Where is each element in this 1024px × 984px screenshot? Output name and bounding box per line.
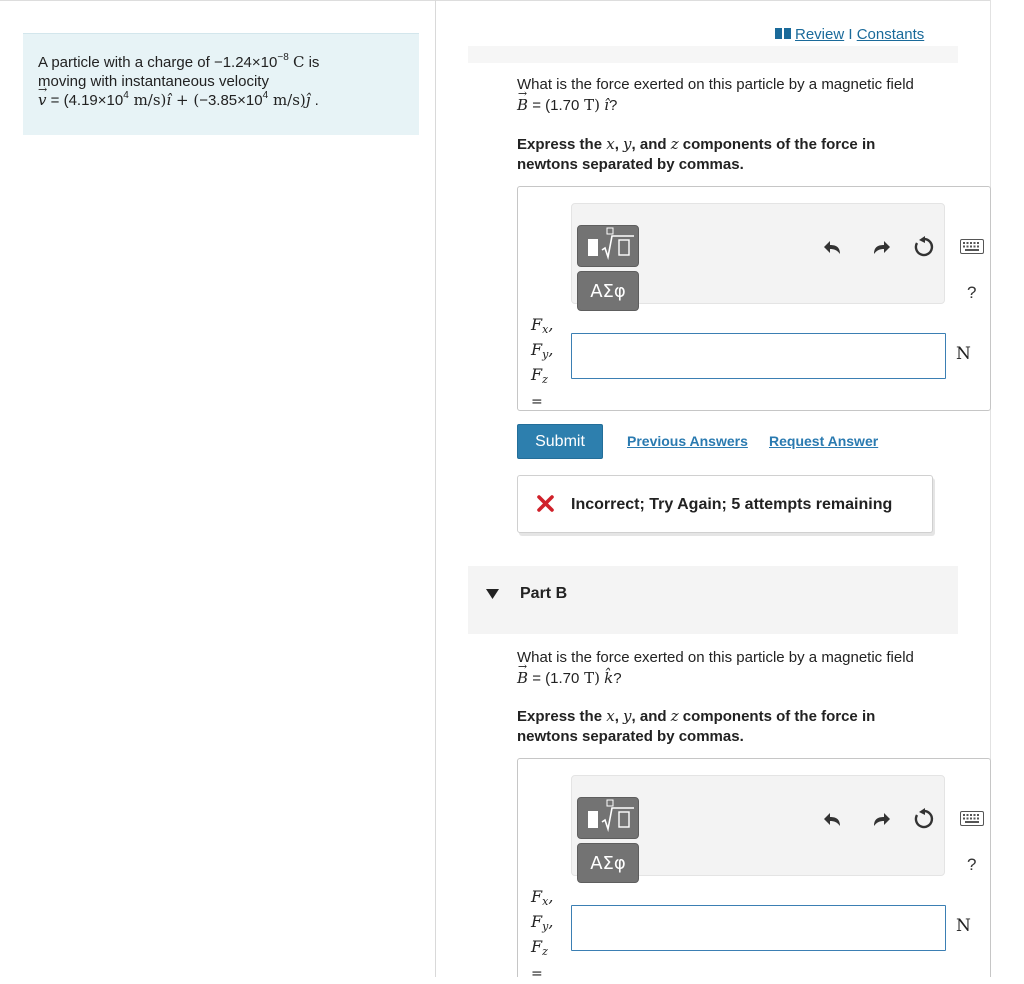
part-b-title: Part B (520, 585, 568, 602)
answer-variable-label: $F_x$, $F_y$, $F_z$ = (531, 315, 554, 410)
help-button[interactable]: ? (967, 855, 977, 874)
review-link[interactable]: Review (795, 26, 845, 43)
review-constants-links: Review I Constants (775, 26, 924, 43)
help-button[interactable]: ? (967, 283, 977, 302)
part-header-strip (468, 46, 958, 63)
part-b-instructions: Express the x, y, and z components of the force in newtons separated by commas. (517, 707, 876, 745)
part-a-instructions: Express the x, y, and z components of the force in newtons separated by commas. (517, 135, 876, 173)
reset-icon[interactable] (912, 235, 936, 259)
keyboard-icon[interactable] (960, 239, 984, 255)
submit-button[interactable]: Submit (517, 424, 603, 459)
unit-label: N (956, 344, 971, 364)
answer-variable-label: $F_x$, $F_y$, $F_z$ = (531, 887, 554, 982)
keyboard-icon[interactable] (960, 811, 984, 827)
problem-line-1: A particle with a charge of $-1.24\times 10^{-8}$ C is (38, 52, 320, 71)
unit-label: N (956, 916, 971, 936)
part-b-header[interactable] (468, 566, 958, 634)
math-toolbar (571, 775, 977, 876)
field-symbol: B → (517, 668, 528, 688)
book-icon (775, 28, 791, 39)
constants-link[interactable]: Constants (856, 26, 925, 43)
templates-button[interactable] (577, 225, 639, 267)
request-answer-link[interactable]: Request Answer (769, 433, 879, 449)
part-a-question: What is the force exerted on this particle by a magnetic field B → = (1.70 T) î? (517, 75, 957, 116)
part-b-answer-input[interactable] (571, 905, 946, 951)
problem-line-2: moving with instantaneous velocity (38, 73, 269, 90)
redo-icon[interactable] (868, 235, 892, 259)
part-b-question: What is the force exerted on this particle by a magnetic field B → = (1.70 T) k̂? (517, 648, 957, 689)
field-symbol: B → (517, 95, 528, 115)
undo-icon[interactable] (822, 807, 846, 831)
templates-button[interactable] (577, 797, 639, 839)
part-b-answer-box (517, 758, 991, 982)
greek-symbols-button[interactable]: ΑΣφ (577, 843, 639, 883)
redo-icon[interactable] (868, 807, 892, 831)
problem-statement (23, 33, 419, 135)
part-a-answer-input[interactable] (571, 333, 946, 379)
velocity-symbol: v → (38, 91, 46, 110)
math-toolbar (571, 203, 977, 304)
radical-template-icon (578, 226, 638, 266)
incorrect-x-icon (537, 495, 554, 512)
reset-icon[interactable] (912, 807, 936, 831)
column-divider (435, 0, 436, 977)
top-border (0, 0, 990, 1)
radical-template-icon (578, 798, 638, 838)
greek-symbols-button[interactable]: ΑΣφ (577, 271, 639, 311)
previous-answers-link[interactable]: Previous Answers (627, 433, 748, 449)
problem-line-3: v → = ($4.19\times 10^4$ m/s)î + ($-3.85\times 10^4$ m/s)ĵ . (38, 91, 419, 110)
undo-icon[interactable] (822, 235, 846, 259)
part-a-answer-box (517, 186, 991, 411)
collapse-triangle-icon[interactable] (486, 589, 499, 599)
feedback-message: Incorrect; Try Again; 5 attempts remaining (517, 475, 933, 533)
